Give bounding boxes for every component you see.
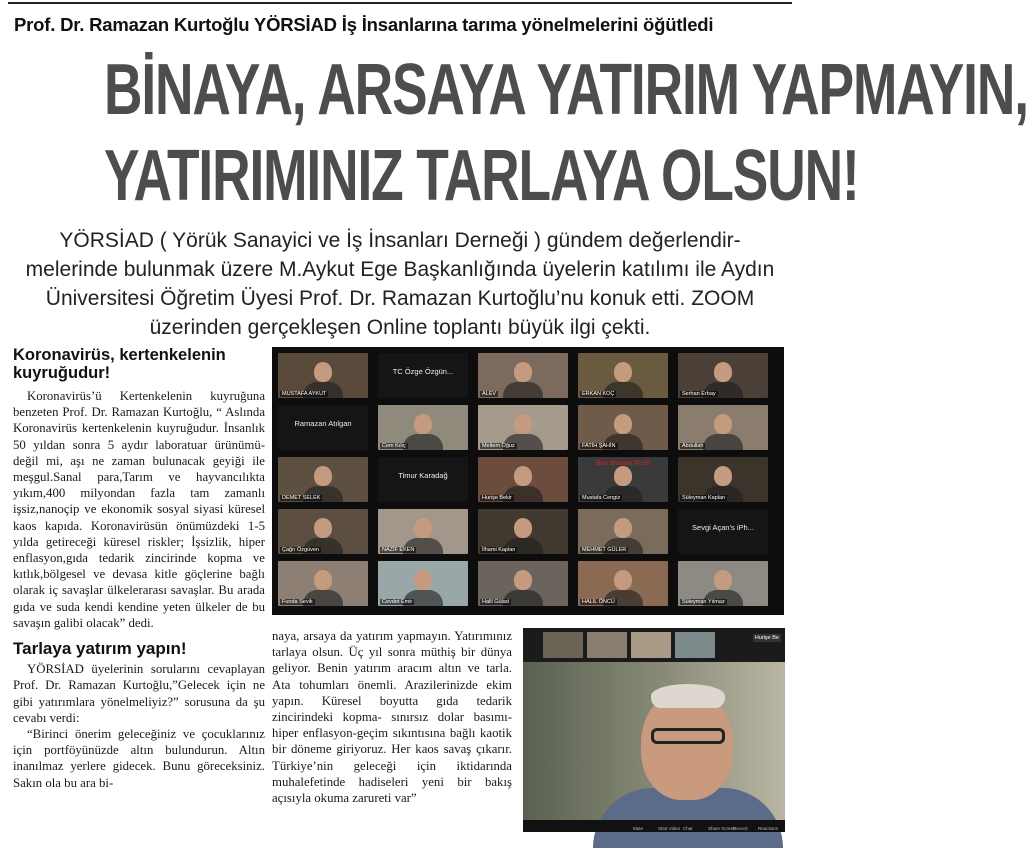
participant-name: Mustafa Cengiz: [582, 495, 621, 501]
participant-name: Süleyman Yılmaz: [682, 599, 725, 605]
participant-head: [314, 570, 332, 590]
zoom-tile: [578, 457, 668, 502]
toolbar-label: Record: [733, 826, 748, 831]
zoom-gallery-photo: [272, 347, 784, 615]
toolbar-label: Start Video: [658, 826, 681, 831]
zoom-tile: [378, 561, 468, 606]
tile-center-label: TC Özge Özgün...: [392, 367, 454, 376]
participant-head: [614, 362, 632, 382]
speaker-hair: [651, 684, 725, 708]
participant-head: [514, 362, 532, 382]
section2-body-2: “Birinci önerim geleceğiniz ve çocuklarınız için portföyünüzde altın bulundurun. Altın inanılmaz yerlere gidecek. Bunu göreceksiniz. Sakın ola bu ara bi-: [13, 727, 265, 790]
zoom-tile: [678, 561, 768, 606]
participant-head: [714, 414, 732, 434]
participant-name: ERKAN KOÇ: [582, 391, 615, 397]
zoom-tile: [578, 405, 668, 450]
headline-line-2: YATIRIMINIZ TARLAYA OLSUN!: [104, 136, 859, 216]
zoom-tile: [478, 405, 568, 450]
participant-head: [614, 466, 632, 486]
participant-body: [403, 434, 443, 450]
zoom-tile: [378, 509, 468, 554]
zoom-tile: [378, 457, 468, 502]
participant-name: İlhami Kaplan: [482, 547, 516, 553]
zoom-tile: [678, 509, 768, 554]
participant-name: MUSTAFA AYKUT: [282, 391, 327, 397]
participant-head: [714, 570, 732, 590]
zoom-tile: [478, 353, 568, 398]
zoom-tile: [678, 405, 768, 450]
zoom-tile: [578, 561, 668, 606]
lead-paragraph: YÖRSİAD ( Yörük Sanayici ve İş İnsanları Derneği ) gündem değerlendir-melerinde bulunmak üzere M.Aykut Ege Başkanlığında üyelerin katılımı ile Aydın Üniversitesi Öğretim Üyesi Prof. Dr. Ramazan Kurtoğlu’nu konuk etti. ZOOM üzerinden gerçekleşen Online toplantı büyük ilgi çekti.: [25, 229, 775, 339]
tile-center-label: Sevgi Açan's iPh...: [692, 523, 754, 532]
toolbar-label: Mute: [633, 826, 644, 831]
participant-head: [514, 466, 532, 486]
participant-head: [514, 414, 532, 434]
strip-tile: [543, 632, 583, 658]
tile-center-label: Ramazan Atılgan: [294, 419, 352, 428]
participant-name: FATİH ŞAHİN: [582, 443, 616, 449]
participant-name: Cevdet Emir: [382, 599, 413, 605]
zoom-toolbar: [523, 820, 785, 832]
participant-head: [414, 414, 432, 434]
participant-head: [314, 362, 332, 382]
participant-head: [614, 570, 632, 590]
zoom-tile: [478, 457, 568, 502]
headline-line-1: BİNAYA, ARSAYA YATIRIM YAPMAYIN,: [104, 50, 1028, 130]
column-2: naya, arsaya da yatırım yapmayın. Yatırımınız tarlaya olsun. Üç yıl sonra müthiş bir dünya geliyor. Benin yatırım aracım altın ve tarla. Ata tohumları önemli. Arazilerinizde ekim yapın. Küresel boyutta gıda tedarik zincirindeki kopma- sınırsız dolar basımı-hiper enflasyon-geçim sıkıntısına bağlı kaotik bir döneme giriyoruz. Her kaos savaş çıkarır. Türkiye’nin geleceği için iktidarında muhalefetinde hadiseleri yeni bir bakış açısıyla okuma zarureti var”: [272, 629, 512, 806]
participant-head: [514, 570, 532, 590]
participant-head: [714, 466, 732, 486]
participant-head: [714, 362, 732, 382]
participant-name: Funda Sevik: [282, 599, 313, 605]
zoom-tile: [378, 405, 468, 450]
tile-center-label: Timur Karadağ: [398, 471, 448, 480]
participant-name: Abdullah: [682, 443, 704, 449]
zoom-tile: [278, 457, 368, 502]
zoom-speaker-photo: [523, 628, 785, 832]
tile-center-label: Best Western PLUS: [596, 461, 650, 467]
participant-name: Serhan Erbay: [682, 391, 716, 397]
toolbar-label: Reactions: [758, 826, 779, 831]
speaker-glasses: [651, 728, 725, 744]
zoom-tile: [378, 353, 468, 398]
zoom-tile: [678, 353, 768, 398]
participant-head: [314, 518, 332, 538]
participant-head: [514, 518, 532, 538]
column-1: [13, 346, 265, 791]
participant-name: Hurişe Bekir: [482, 495, 512, 501]
participant-name: DEMET SELEK: [282, 495, 321, 501]
participant-body: [703, 434, 743, 450]
participant-body: [503, 382, 543, 398]
participant-name: NAZİF EKEN: [382, 547, 415, 553]
participant-name: MEHMET GÜLER: [582, 547, 627, 553]
toolbar-label: Share Screen: [708, 826, 736, 831]
participant-name: Hurişe Be: [754, 635, 779, 641]
participant-head: [314, 466, 332, 486]
strip-tile: [675, 632, 715, 658]
participant-name: Çağrı Özgüven: [282, 547, 319, 553]
strip-tile: [587, 632, 627, 658]
section1-body: Koronavirüs’ü Kertenkelenin kuyruğuna benzeten Prof. Dr. Ramazan Kurtoğlu, “ Aslında Koronavirüs kertenkelenin kuyruğudur. İnsanlık 50 yıldan sonra 5 aydır laboratuar ürünümü- değil mi, aşı ne zaman bulunacak geyiği ile meşgul.Sanal para,Tarım ve hayvancılıkta yıkım,400 milyondan fazla tam zamanlı işsiz,nanoçip ve ekonomik sosyal siyasi küresel kaos kapıda. Koronavirüsün önümüzdeki 1-5 yılda getireceği küresel riskler; İşsizlik, hiper enflasyon,gıda tedarik zincirinde kopma ve kıtlık,bölgesel ve devasa kitle göçlerine bağlı olarak iç savaşlar ülkelerarası savaşlar. Bu arada gıda ve suda kendi kendine yeten ülkeler de bu savaşın galibi olacak” dedi.: [13, 389, 265, 630]
zoom-tile: [278, 353, 368, 398]
section2-title: Tarlaya yatırım yapın!: [13, 639, 187, 659]
kicker: Prof. Dr. Ramazan Kurtoğlu YÖRSİAD İş İnsanlarına tarıma yönelmelerini öğütledi: [14, 14, 714, 35]
participant-name: Meltem Oğuz: [482, 443, 515, 449]
participant-head: [414, 518, 432, 538]
participant-name: ALEV: [482, 391, 497, 397]
participant-name: HALİL ÖNCÜ: [582, 599, 615, 605]
participant-head: [614, 414, 632, 434]
participant-name: Süleyman Kaplan: [682, 495, 726, 501]
participant-strip: [523, 628, 785, 662]
participant-name: Cem Kılıç: [382, 443, 406, 449]
top-rule: [8, 2, 792, 4]
toolbar-label: Chat: [683, 826, 693, 831]
zoom-tile: [478, 561, 568, 606]
section2-body-1: YÖRSİAD üyelerinin sorularını cevaplayan Prof. Dr. Ramazan Kurtoğlu,”Gelecek için ne gibi yatırımlara yönelmeliyiz?” sorusuna da şu cevabı verdi:: [13, 662, 265, 725]
zoom-tile: [278, 561, 368, 606]
zoom-tile: [278, 405, 368, 450]
participant-name: Halil Gülad: [482, 599, 509, 605]
strip-tile: [631, 632, 671, 658]
zoom-tile: [278, 509, 368, 554]
zoom-tile: [478, 509, 568, 554]
section1-title: Koronavirüs, kertenkelenin kuyruğudur!: [13, 346, 226, 382]
zoom-tile: [578, 509, 668, 554]
participant-head: [614, 518, 632, 538]
zoom-tile: [578, 353, 668, 398]
zoom-tile: [678, 457, 768, 502]
participant-head: [414, 570, 432, 590]
